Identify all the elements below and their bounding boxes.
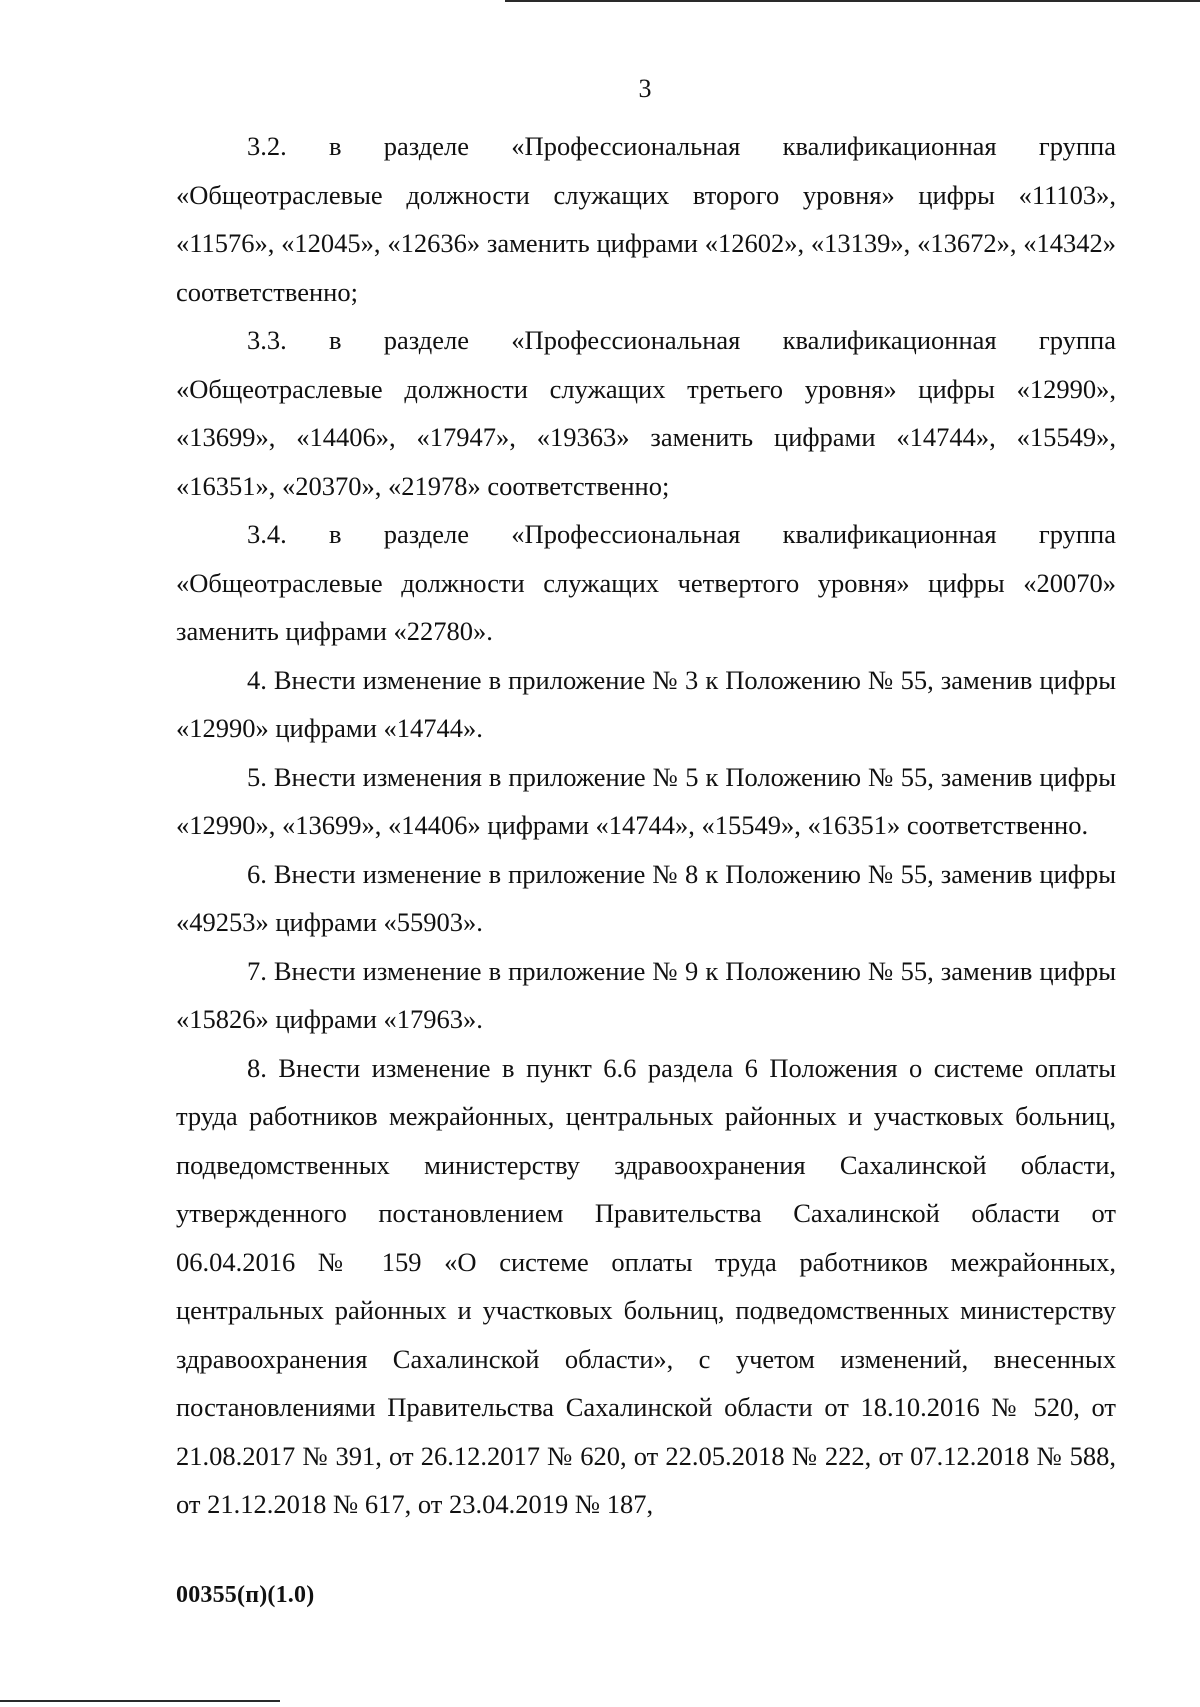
paragraph-6: 6. Внести изменение в приложение № 8 к Положению № 55, заменив цифры «49253» цифрами «55903».	[176, 858, 1116, 937]
paragraph-3-2: 3.2. в разделе «Профессиональная квалификационная группа «Общеотраслевые должности служащих второго уровня» цифры «11103», «11576», «12045», «12636» заменить цифрами «12602», «13139», «13672», «14342» соответственно;	[176, 131, 1116, 307]
paragraph-5: 5. Внести изменения в приложение № 5 к Положению № 55, заменив цифры «12990», «13699», «14406» цифрами «14744», «15549», «16351» соответственно.	[176, 761, 1116, 840]
paragraph-4: 4. Внести изменение в приложение № 3 к Положению № 55, заменив цифры «12990» цифрами «14744».	[176, 664, 1116, 743]
paragraph-7: 7. Внести изменение в приложение № 9 к Положению № 55, заменив цифры «15826» цифрами «17963».	[176, 955, 1116, 1034]
paragraph-3-4: 3.4. в разделе «Профессиональная квалификационная группа «Общеотраслевые должности служащих четвертого уровня» цифры «20070» заменить цифрами «22780».	[176, 519, 1116, 646]
scan-edge-top	[505, 0, 1200, 2]
scan-edge-bottom	[0, 1700, 280, 1702]
document-code: 00355(п)(1.0)	[176, 1582, 315, 1608]
paragraph-8: 8. Внести изменение в пункт 6.6 раздела 6 Положения о системе оплаты труда работников межрайонных, центральных районных и участковых больниц, подведомственных министерству здравоохранения Сахалинской области, утвержденного постановлением Правительства Сахалинской области от 06.04.2016 № 159 «О системе оплаты труда работников межрайонных, центральных районных и участковых больниц, подведомственных министерству здравоохранения Сахалинской области», с учетом изменений, внесенных постановлениями Правительства Сахалинской области от 18.10.2016 № 520, от 21.08.2017 № 391, от 26.12.2017 № 620, от 22.05.2018 № 222, от 07.12.2018 № 588, от 21.12.2018 № 617, от 23.04.2019 № 187,	[176, 1052, 1116, 1519]
paragraph-3-3: 3.3. в разделе «Профессиональная квалификационная группа «Общеотраслевые должности служащих третьего уровня» цифры «12990», «13699», «14406», «17947», «19363» заменить цифрами «14744», «15549», «16351», «20370», «21978» соответственно;	[176, 325, 1116, 501]
document-body	[176, 122, 1116, 1529]
page-number: 3	[638, 74, 652, 103]
